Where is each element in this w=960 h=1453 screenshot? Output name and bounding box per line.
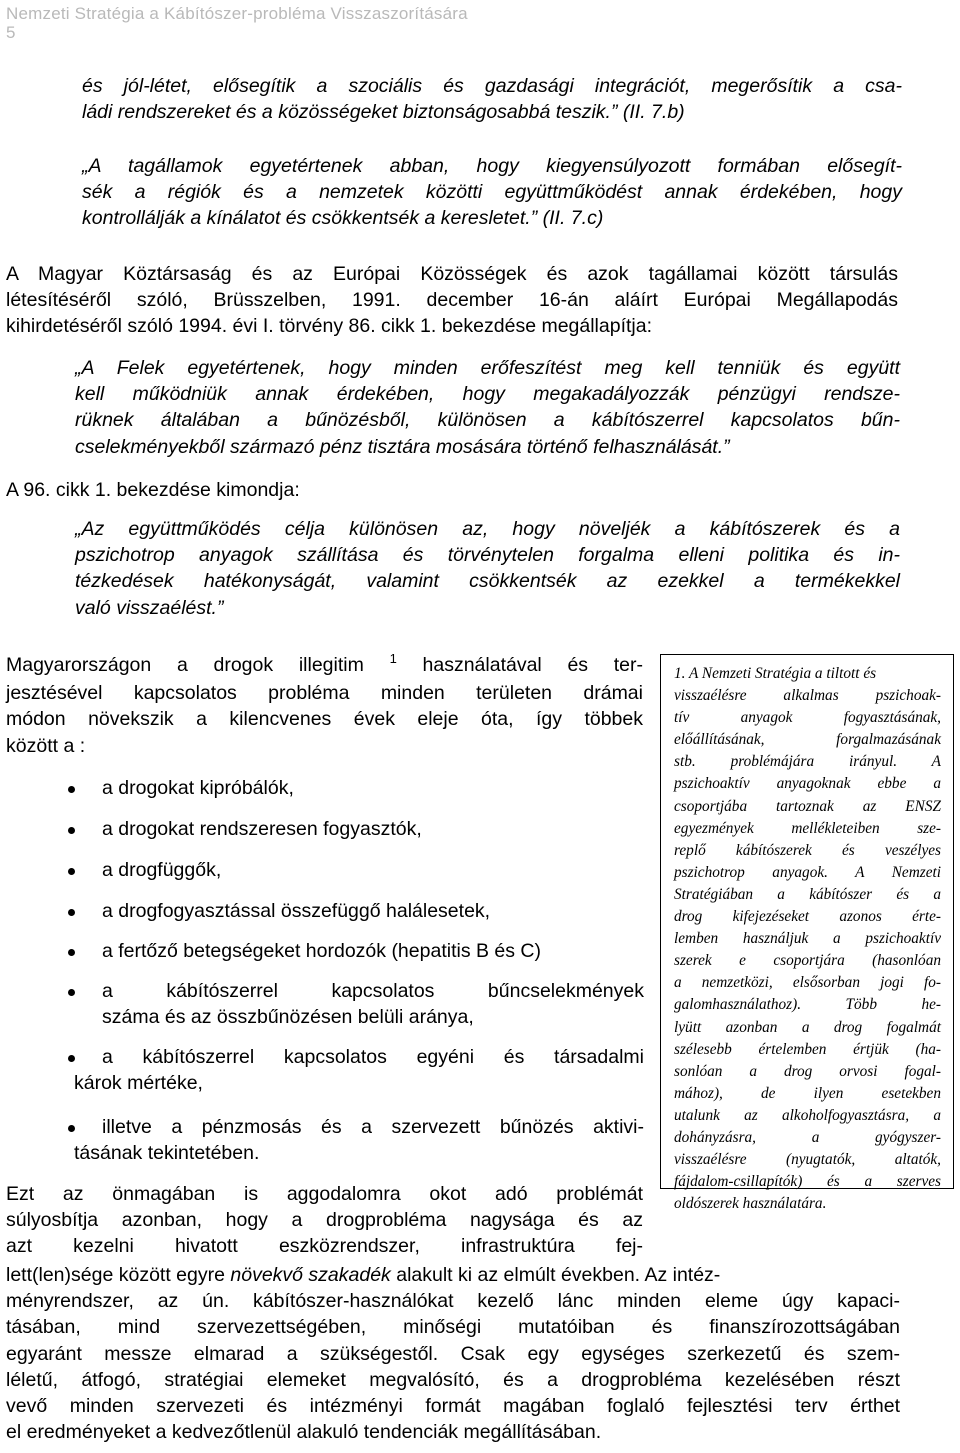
footnote-sidebar [660,654,954,1213]
footnote-line: 1. A Nemzeti Stratégia a tiltott és [674,665,877,682]
quote-c-line: rüknek általában a bűnözésből, különösen a kábítószerrel kapcsolatos bűn- [75,409,900,432]
quote-top-line: és jól-létet, elősegítik a szociális és gazdasági integrációt, megerősítik a csa- [82,75,902,97]
bullet-icon [68,868,75,875]
footnote-line: visszaélésre alkalmas pszichoak- [674,687,941,705]
footnote-line: a nemzetközi, elsősorban jogi fo- [674,974,941,992]
final-line: el eredményeket a kedvezőtlenül alakuló tendenciák megállításában. [6,1421,602,1444]
intro-line: jesztésével kapcsolatos probléma minden területen drámai [6,682,643,705]
final-line: azt kezelni hivatott eszközrendszer, infrastruktúra fej- [6,1235,643,1258]
quote-b-line: „A tagállamok egyetértenek abban, hogy kiegyensúlyozott formában elősegít- [82,155,902,177]
footnote-line: szerek e csoportjára (hasonlóan [674,952,941,970]
quote-b [82,153,902,232]
list-item-text: száma és az összbűnözésen belüli aránya, [102,1006,474,1029]
quote-d-line: való visszaélést.” [75,596,224,619]
bullet-icon [68,786,75,793]
list-item-text: a fertőző betegségeket hordozók (hepatitis B és C) [102,940,541,962]
final-text: lett(len)sége között egyre [6,1264,231,1286]
article-96-intro [6,477,506,503]
footnote-line: visszaélésre (nyugtatók, altatók, [674,1151,941,1169]
list-item-text: illetve a pénzmosás és a szervezett bűnözés aktivi- [102,1116,644,1138]
bullet-icon [68,1055,75,1062]
footnote-ref: 1 [389,651,397,666]
list-item-text: károk mértéke, [74,1072,203,1094]
treaty-line: kihirdetéséről szóló 1994. évi I. törvény 86. cikk 1. bekezdése megállapítja: [6,315,653,338]
footnote-line: replő kábítószerek és veszélyes [674,841,941,859]
intro-line [6,652,643,680]
list-item-text: a kábítószerrel kapcsolatos egyéni és társadalmi [102,1046,644,1068]
footnote-line: mához), de ilyen esetekben [674,1084,941,1102]
article-96-line: A 96. cikk 1. bekezdése kimondja: [6,479,300,501]
final-line: léletű, átfogó, stratégiai elemeket megvalósító, és a drogprobléma kezelésében részt [6,1368,900,1391]
footnote-line: dohányzásra, a gyógyszer- [674,1128,941,1146]
footnote-line: tív anyagok fogyasztásának, [674,709,941,727]
quote-c-line: cselekményekből származó pénz tisztára mosására történő felhasználását.” [75,435,730,458]
quote-d-line: „Az együttműködés célja különösen az, hogy növeljék a kábítószerek és a [75,518,900,540]
intro-line: módon növekszik a kilencvenes évek eleje óta, így többek [6,708,643,731]
quote-d [75,516,900,621]
footnote-line: előállításának, forgalmazásának [674,731,941,749]
final-line: vevő minden szervezeti és intézményi formát magában foglaló fejlesztési terv érthet [6,1395,900,1418]
bullet-icon [68,1125,75,1132]
footnote-line: lyütt azonban a drog fogalmát [674,1018,941,1036]
header-title: Nemzeti Stratégia a Kábítószer-probléma Visszaszorítására [6,4,468,23]
list-item-text: a drogokat kipróbálók, [102,777,294,799]
list-item-text: a kábítószerrel kapcsolatos bűncselekmények [102,980,644,1002]
quote-b-line: sék a régiók és a nemzetek közötti együttműködést annak érdekében, hogy [82,181,902,204]
footnote-line: egyezmények mellékleteiben sze- [674,819,941,837]
quote-b-line: kontrollálják a kínálatot és csökkentsék a keresletet.” (II. 7.c) [82,207,604,230]
footnote-line: utalunk az alkoholfogyasztásra, a [674,1106,941,1124]
quote-c-line: kell működniük annak érdekében, hogy megakadályozzák pénzügyi rendsze- [75,383,900,406]
quote-c-line: „A Felek egyetértenek, hogy minden erőfeszítést meg kell tenniük és együtt [75,357,900,379]
footnote-line: lemben használjuk a pszichoaktív [674,930,941,948]
list-item-text: tásának tekintetében. [74,1142,260,1164]
final-line: súlyosbítja azonban, hogy a drogprobléma nagysága és az [6,1209,643,1232]
final-line: ményrendszer, az ún. kábítószer-használókat kezelő lánc minden eleme úgy kapaci- [6,1290,900,1313]
footnote-line: pszichotrop anyagok. A Nemzeti [674,863,941,881]
quote-d-line: tézkedések hatékonyságát, valamint csökkentsék az ezekkel a termékekkel [75,570,900,593]
final-line: egyaránt messze elmarad a szükségestől. Csak egy egységes szerkezetű és szem- [6,1342,900,1365]
list-item-text: a drogfogyasztással összefüggő halálesetek, [102,900,491,922]
list-item-text: a drogfüggők, [102,859,222,881]
footnote-line: sonlóan a drog orvosi fogal- [674,1062,941,1080]
quote-c [75,355,900,460]
footnote-line: stb. problémájára irányul. A [674,753,941,771]
bullet-icon [68,989,75,996]
intro-text: használatával és ter- [422,654,644,676]
intro-paragraph [6,652,643,759]
final-emphasis: növekvő szakadék [230,1264,391,1286]
treaty-paragraph [6,261,898,340]
page-number: 5 [6,23,16,42]
quote-top [82,73,902,125]
footnote-line: szélesebb értelemben értjük (ha- [674,1040,941,1058]
treaty-line: létesítéséről szóló, Brüsszelben, 1991. december 16-án aláírt Európai Megállapodás [6,289,898,312]
treaty-line: A Magyar Köztársaság és az Európai Közösségek és azok tagállamai között társulás [6,263,898,285]
bullet-icon [68,909,75,916]
intro-text: Magyarországon a drogok illegitim [6,654,364,676]
footnote-line: oldószerek használatára. [674,1195,827,1213]
footnote-line: galomhasználathoz). Több he- [674,996,941,1014]
quote-d-line: pszichotrop anyagok szállítása és törvénytelen forgalma elleni politika és in- [75,544,900,567]
footnote-line: pszichoaktív anyagoknak ebbe a [674,775,941,793]
footnote-line: csoportjába tartoznak az ENSZ [674,797,941,815]
final-paragraph-narrow [6,1181,643,1260]
final-text: alakult ki az elmúlt években. Az intéz- [390,1264,721,1286]
quote-top-line: ládi rendszereket és a közösségeket biztonságosabbá teszik.” (II. 7.b) [82,101,685,124]
footnote-line: Stratégiában a kábítószer és a [674,885,941,903]
final-line: tásában, mind szervezettségében, minőségi mutatóiban és finanszírozottságában [6,1316,900,1339]
final-line [6,1262,900,1288]
intro-line: között a : [6,734,86,757]
footnote-line: fájdalom-csillapítók) és a szerves [674,1173,941,1191]
footnote-line: drog kifejezéseket azonos érte- [674,908,941,926]
final-paragraph-wide [6,1262,900,1445]
bullet-icon [68,827,75,834]
final-line: Ezt az önmagában is aggodalomra okot adó problémát [6,1183,643,1205]
bullet-icon [68,949,75,956]
running-header [6,4,956,42]
list-item-text: a drogokat rendszeresen fogyasztók, [102,818,422,840]
